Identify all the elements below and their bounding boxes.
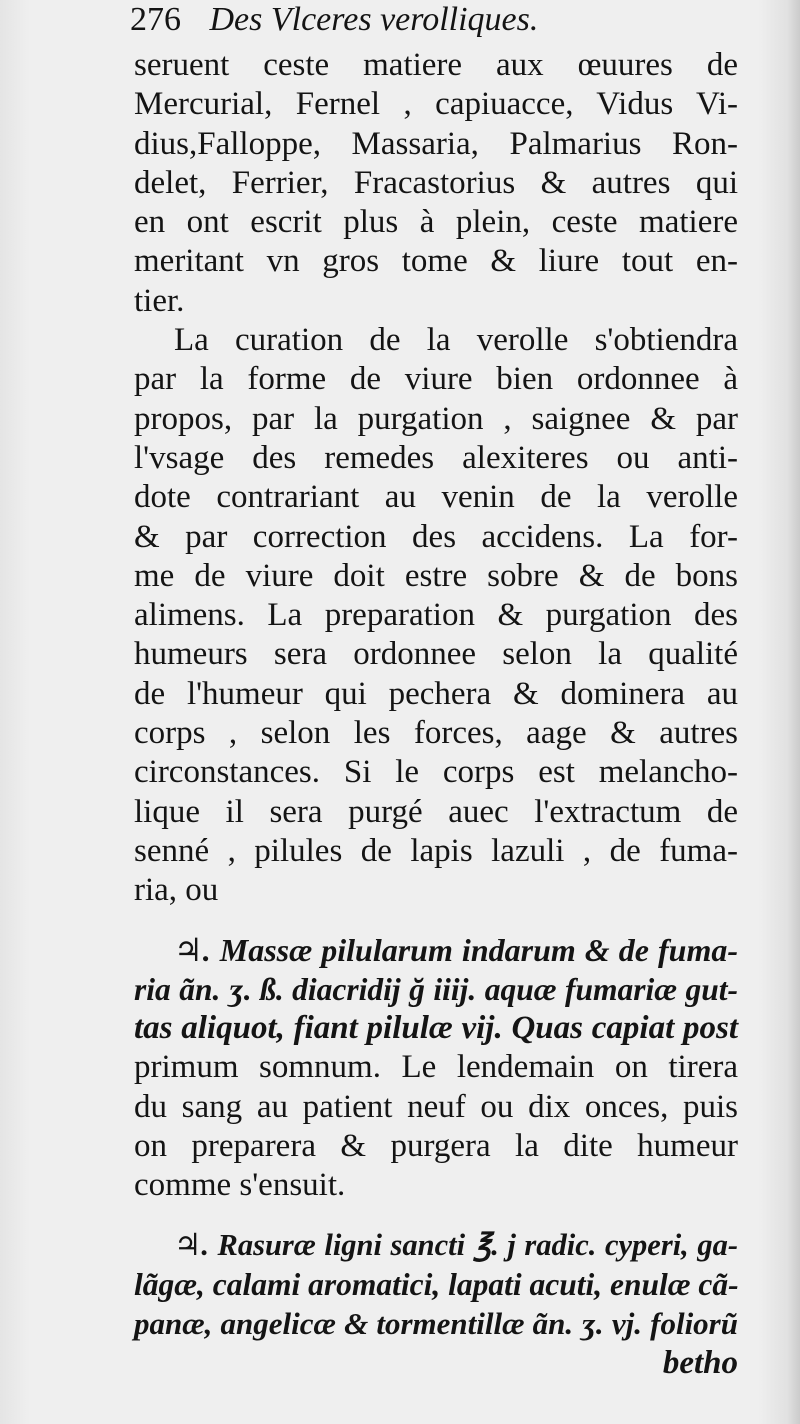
text-line: La curation de la verolle s'obtiendra: [174, 322, 738, 359]
paragraph-gap: [134, 911, 738, 931]
catchword: betho: [662, 1344, 738, 1381]
text-line: comme s'ensuit.: [134, 1167, 346, 1204]
text-line: meritant vn gros tome & liure tout en-: [134, 243, 738, 280]
text-line: seruent ceste matiere aux œuures de: [134, 47, 738, 83]
text-line: tier.: [134, 282, 185, 319]
text-line: circonstances. Si le corps est melancho-: [134, 754, 738, 791]
text-line: Mercurial, Fernel , capiuacce, Vidus Vi-: [134, 86, 738, 123]
text-line: lique il sera purgé auec l'extractum de: [134, 793, 738, 830]
text-line: primum somnum. Le lendemain on tirera: [134, 1049, 738, 1086]
text-line: dote contrariant au venin de la verolle: [134, 479, 738, 516]
text-line: en ont escrit plus à plein, ceste matiere: [134, 204, 738, 241]
text-line: me de viure doit estre sobre & de bons: [134, 557, 738, 594]
paragraph-gap: [134, 1206, 738, 1226]
running-head: Des Vlceres verolliques.: [209, 1, 539, 38]
page-right-shadow: [758, 0, 800, 1424]
recipe-line: ♃. Rasuræ ligni sancti ℥. j radic. cyperi, ga-: [174, 1227, 738, 1262]
recipe-line: tas aliquot, fiant pilulæ vij. Quas capiat post: [134, 1010, 738, 1047]
main-text: [134, 46, 738, 1383]
recipe-line: ♃. Massæ pilularum indarum & de fuma-: [174, 931, 738, 968]
text-line: delet, Ferrier, Fracastorius & autres qui: [134, 164, 738, 201]
text-line: l'vsage des remedes alexiteres ou anti-: [134, 439, 738, 476]
text-line: on preparera & purgera la dite humeur: [134, 1128, 738, 1165]
text-line: & par correction des accidens. La for-: [134, 518, 738, 555]
text-line: humeurs sera ordonnee selon la qualité: [134, 636, 738, 673]
page-number: 276: [130, 1, 181, 38]
text-line: par la forme de viure bien ordonnee à: [134, 361, 738, 398]
recipe-line: ria ãn. ʒ. ß. diacridij ğ iiij. aquæ fumariæ gut-: [134, 971, 738, 1007]
recipe-line: lãgæ, calami aromatici, lapati acuti, enulæ cã-: [134, 1266, 739, 1302]
page-header: [130, 0, 730, 44]
text-line: du sang au patient neuf ou dix onces, puis: [134, 1088, 738, 1125]
text-line: de l'humeur qui pechera & dominera au: [134, 675, 738, 712]
text-line: ria, ou: [134, 872, 219, 909]
text-line: senné , pilules de lapis lazuli , de fuma-: [134, 832, 738, 869]
text-line: dius,Falloppe, Massaria, Palmarius Ron-: [134, 125, 738, 162]
text-line: propos, par la purgation , saignee & par: [134, 400, 738, 437]
text-line: alimens. La preparation & purgation des: [134, 597, 738, 634]
text-line: corps , selon les forces, aage & autres: [134, 715, 738, 752]
recipe-line: panæ, angelicæ & tormentillæ ãn. ʒ. vj. foliorũ: [134, 1306, 738, 1342]
page-left-shadow: [0, 0, 30, 1424]
